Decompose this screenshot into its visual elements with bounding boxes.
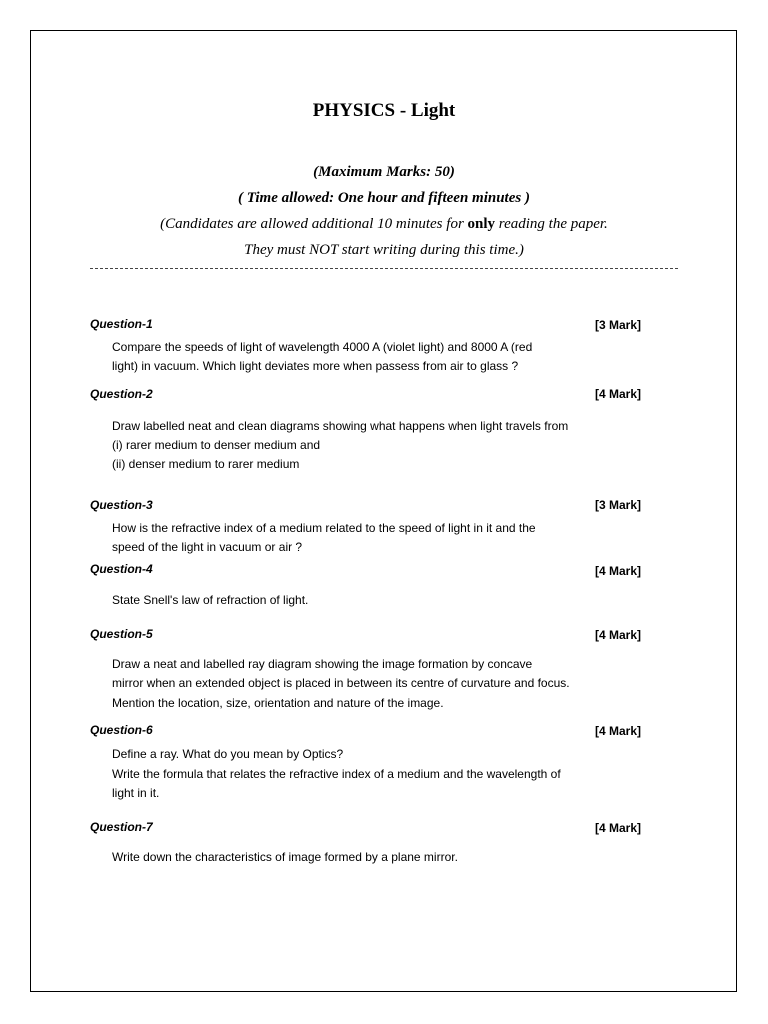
- question-5-text: Mention the location, size, orientation and nature of the image.: [112, 696, 444, 710]
- question-3-text: How is the refractive index of a medium related to the speed of light in it and the: [112, 521, 536, 535]
- question-3-text: speed of the light in vacuum or air ?: [112, 540, 303, 554]
- question-1-label: Question-1: [90, 317, 153, 331]
- question-5-text: mirror when an extended object is placed in between its centre of curvature and focus.: [112, 676, 570, 690]
- max-marks: (Maximum Marks: 50): [313, 164, 455, 180]
- time-allowed: ( Time allowed: One hour and fifteen minutes ): [238, 190, 530, 206]
- dashed-divider: [90, 268, 678, 269]
- reading-note-pre: (Candidates are allowed additional 10 minutes for: [160, 216, 468, 232]
- question-3-label: Question-3: [90, 498, 153, 512]
- question-6-text: Write the formula that relates the refractive index of a medium and the wavelength of: [112, 767, 561, 781]
- question-7-marks: [4 Mark]: [594, 821, 641, 835]
- question-7-text: Write down the characteristics of image formed by a plane mirror.: [112, 850, 458, 864]
- question-2-marks: [4 Mark]: [594, 387, 641, 401]
- question-2-text: (ii) denser medium to rarer medium: [112, 457, 300, 471]
- reading-note-post: reading the paper.: [495, 216, 608, 232]
- question-4-label: Question-4: [90, 562, 153, 576]
- question-2-text: Draw labelled neat and clean diagrams showing what happens when light travels from: [112, 419, 569, 433]
- question-6-text: light in it.: [112, 786, 160, 800]
- question-1-text: light) in vacuum. Which light deviates more when passess from air to glass ?: [112, 359, 519, 373]
- question-2-label: Question-2: [90, 387, 153, 401]
- question-6-label: Question-6: [90, 723, 153, 737]
- page-title: PHYSICS - Light: [312, 100, 456, 121]
- question-7-label: Question-7: [90, 820, 153, 834]
- question-5-marks: [4 Mark]: [594, 628, 641, 642]
- question-2-text: (i) rarer medium to denser medium and: [112, 438, 321, 452]
- question-5-label: Question-5: [90, 627, 153, 641]
- question-1-marks: [3 Mark]: [594, 318, 641, 332]
- question-6-text: Define a ray. What do you mean by Optics?: [112, 747, 344, 761]
- question-1-text: Compare the speeds of light of wavelength 4000 A (violet light) and 8000 A (red: [112, 340, 533, 354]
- reading-time-note: [0, 216, 768, 233]
- reading-note-only: only: [467, 216, 496, 232]
- question-4-text: State Snell's law of refraction of light.: [112, 593, 309, 607]
- question-4-marks: [4 Mark]: [594, 564, 641, 578]
- question-3-marks: [3 Mark]: [594, 498, 641, 512]
- question-6-marks: [4 Mark]: [594, 724, 641, 738]
- no-writing-note: They must NOT start writing during this time.): [244, 242, 524, 258]
- question-5-text: Draw a neat and labelled ray diagram showing the image formation by concave: [112, 657, 533, 671]
